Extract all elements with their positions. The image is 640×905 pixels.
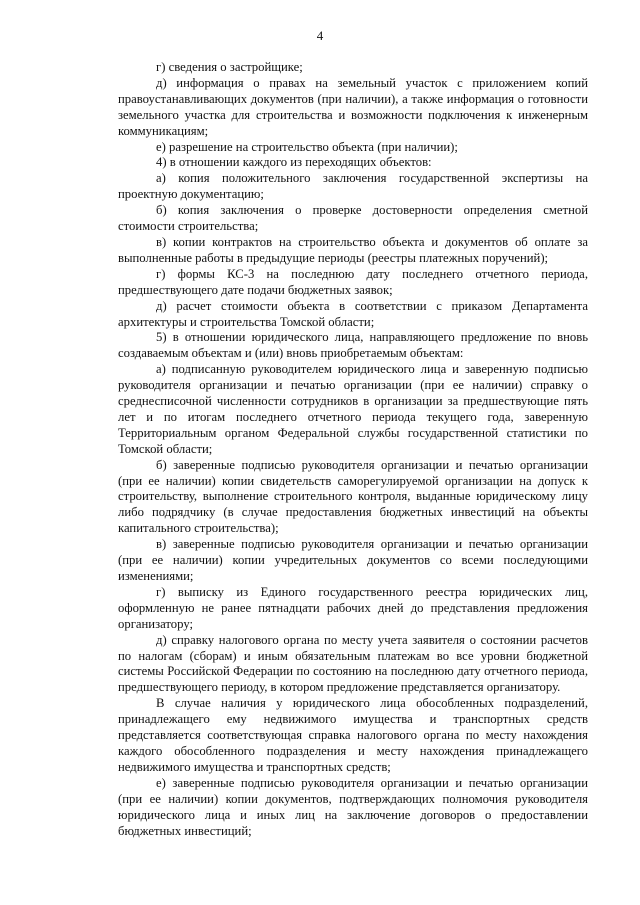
paragraph: д) справку налогового органа по месту учета заявителя о состоянии расчетов по налогам (сборам) и иным обязательным платежам во все уровни бюджетной системы Российской Федерации по состоянию на последнюю дату отчетного периода, предшествующего периоду, в котором предложение представляется организатору. — [118, 632, 588, 695]
paragraph: 4) в отношении каждого из переходящих объектов: — [156, 155, 432, 170]
page-number: 4 — [316, 28, 324, 43]
paragraph: д) информация о правах на земельный участок с приложением копий правоустанавливающих документов (при наличии), а также информация о готовности земельного участка для строительства и возможности подключения к инженерным коммуникациям; — [118, 75, 588, 138]
paragraph: б) заверенные подписью руководителя организации и печатью организации (при ее наличии) копии свидетельств саморегулируемой организации на допуск к строительству, выполнение строительного контроля, выданные юридическому лицу либо подрядчику (в случае предоставления бюджетных инвестиций на объекты капитального строительства); — [118, 457, 588, 536]
paragraph: е) заверенные подписью руководителя организации и печатью организации (при ее наличии) копии документов, подтверждающих полномочия руководителя юридического лица и иных лиц на заключение договоров о предоставлении бюджетных инвестиций; — [118, 775, 588, 838]
paragraph: д) расчет стоимости объекта в соответствии с приказом Департамента архитектуры и строительства Томской области; — [118, 298, 588, 329]
paragraph: г) формы КС-3 на последнюю дату последнего отчетного периода, предшествующего дате подачи бюджетных заявок; — [118, 266, 588, 297]
document-body — [118, 60, 588, 839]
paragraph: а) подписанную руководителем юридического лица и заверенную подписью руководителя организации и печатью организации (при ее наличии) справку о среднесписочной численности сотрудников в организации за предшествующие пять лет и по итогам последнего отчетного периода текущего года, заверенную Территориальным органом Федеральной службы государственной статистики по Томской области; — [118, 362, 588, 456]
paragraph: б) копия заключения о проверке достоверности определения сметной стоимости строительства; — [118, 203, 588, 234]
paragraph: в) заверенные подписью руководителя организации и печатью организации (при ее наличии) копии учредительных документов со всеми последующими изменениями; — [118, 537, 588, 583]
paragraph: В случае наличия у юридического лица обособленных подразделений, принадлежащего ему недвижимого имущества и транспортных средств представляется соответствующая справка налогового органа по месту нахождения каждого обособленного подразделения и месту нахождения принадлежащего недвижимого имущества и транспортных средств; — [118, 696, 588, 774]
paragraph: г) выписку из Единого государственного реестра юридических лиц, оформленную не ранее пятнадцати рабочих дней до представления предложения организатору; — [118, 584, 588, 631]
paragraph: г) сведения о застройщике; — [156, 60, 303, 74]
paragraph: е) разрешение на строительство объекта (при наличии); — [156, 139, 458, 154]
paragraph: 5) в отношении юридического лица, направляющего предложение по вновь создаваемым объектам и (или) вновь приобретаемым объектам: — [118, 330, 588, 361]
paragraph: в) копии контрактов на строительство объекта и документов об оплате за выполненные работы в предыдущие периоды (реестры платежных поручений); — [118, 234, 588, 265]
paragraph: а) копия положительного заключения государственной экспертизы на проектную документацию; — [118, 171, 588, 202]
